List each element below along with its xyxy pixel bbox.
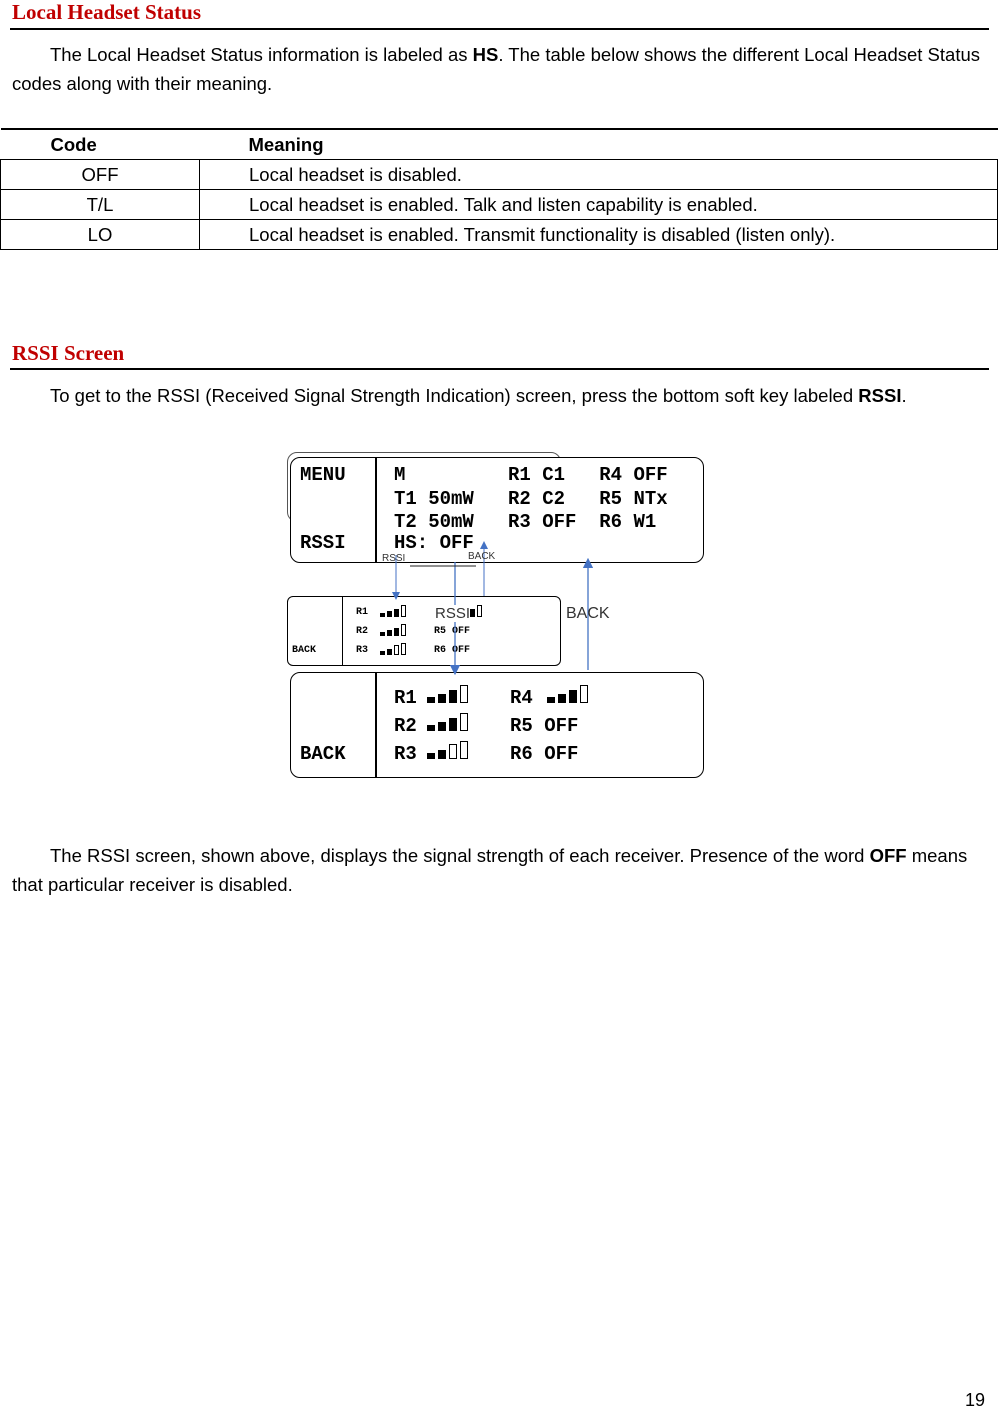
small-row-right: R6 OFF (434, 645, 471, 656)
signal-bar-empty (401, 605, 406, 617)
signal-bar-filled (547, 697, 555, 703)
main-lcd-screen (290, 457, 704, 563)
signal-bar-empty (477, 605, 482, 617)
softkey-divider (375, 673, 377, 777)
table-row (1, 220, 998, 250)
signal-bar-filled (427, 753, 435, 759)
outro-key: OFF (869, 845, 907, 866)
label-back-small: BACK (468, 551, 496, 562)
section-heading-rssi: RSSI Screen (12, 341, 125, 365)
signal-bar-filled (438, 694, 446, 703)
table-header-row (1, 129, 998, 160)
signal-bar-filled (380, 613, 385, 617)
signal-bar-filled (394, 628, 399, 636)
outro-text-post: means that particular receiver is disabled. (12, 845, 968, 895)
signal-bar-filled (387, 611, 392, 617)
signal-bar-empty (460, 741, 468, 759)
rssi-intro (12, 381, 987, 410)
rssi-row-left: R2 (394, 715, 417, 737)
signal-bar-filled (380, 632, 385, 636)
heading-rule (10, 28, 989, 30)
signal-bar-filled (387, 649, 392, 655)
softkey-rssi[interactable]: RSSI (300, 532, 346, 554)
signal-bar-filled (558, 694, 566, 703)
small-row-left: R2 (356, 626, 369, 637)
signal-bars-small (380, 607, 408, 617)
table-cell-code: LO (1, 220, 200, 250)
signal-bar-filled (427, 725, 435, 731)
signal-bar-empty (460, 685, 468, 703)
signal-bar-empty (449, 744, 457, 759)
signal-bar-filled (438, 722, 446, 731)
headset-codes-table (0, 128, 998, 250)
signal-bar-filled (449, 690, 457, 703)
intro-text: The Local Headset Status information is labeled as (50, 44, 473, 65)
col-header-meaning: Meaning (200, 129, 998, 160)
intro-code: HS (472, 44, 499, 65)
rssi-row-right: R4 (510, 687, 533, 709)
table-cell-meaning: Local headset is enabled. Talk and listen capability is enabled. (200, 190, 998, 220)
signal-bars-r1 (427, 687, 471, 703)
rssi-row-left: R3 (394, 743, 417, 765)
rssi-row-right: R5 OFF (510, 715, 579, 737)
heading-rule (10, 368, 989, 370)
softkey-menu[interactable]: MENU (300, 464, 346, 486)
table-row (1, 160, 998, 190)
signal-bar-empty (394, 645, 399, 655)
signal-bar-filled (438, 750, 446, 759)
headset-intro (12, 40, 987, 98)
signal-bar-empty (460, 713, 468, 731)
intro-key: RSSI (858, 385, 902, 406)
rssi-row-left: R1 (394, 687, 417, 709)
softkey-divider (375, 458, 377, 562)
small-row-left: R1 (356, 607, 369, 618)
intro-text-post: . The table below shows the different Local Headset Status codes along with their meaning. (12, 44, 981, 94)
rssi-lcd-screen (290, 672, 704, 778)
section-heading-headset: Local Headset Status (12, 0, 201, 24)
label-rssi: RSSI (435, 605, 471, 622)
softkey-back-small: BACK (292, 645, 317, 656)
small-rssi-screen (287, 596, 561, 666)
status-line-3: T2 50mW R3 OFF R6 W1 (394, 511, 657, 533)
signal-bar-empty (401, 643, 406, 655)
signal-bar-empty (401, 624, 406, 636)
signal-bar-filled (449, 718, 457, 731)
table-cell-meaning: Local headset is enabled. Transmit functionality is disabled (listen only). (200, 220, 998, 250)
signal-bars-r4 (547, 687, 591, 703)
page-number: 19 (964, 1390, 985, 1410)
softkey-divider (342, 597, 343, 665)
signal-bars-small (380, 645, 408, 655)
small-row-left: R3 (356, 645, 369, 656)
status-line-4: HS: OFF (394, 532, 474, 554)
intro-text: To get to the RSSI (Received Signal Strength Indication) screen, press the bottom soft key labeled (50, 385, 859, 406)
label-back: BACK (566, 605, 610, 622)
signal-bar-filled (427, 697, 435, 703)
table-cell-code: T/L (1, 190, 200, 220)
signal-bar-filled (470, 609, 475, 617)
signal-bars-r2 (427, 715, 471, 731)
rssi-row-right: R6 OFF (510, 743, 579, 765)
small-row-right: R5 OFF (434, 626, 471, 637)
signal-bar-filled (387, 630, 392, 636)
table-cell-meaning: Local headset is disabled. (200, 160, 998, 190)
label-rssi-small: RSSI (382, 553, 406, 564)
softkey-back[interactable]: BACK (300, 743, 346, 765)
table-row (1, 190, 998, 220)
signal-bar-filled (569, 690, 577, 703)
table-cell-code: OFF (1, 160, 200, 190)
signal-bars-small (380, 626, 408, 636)
intro-text-post: . (901, 385, 907, 406)
status-line-1: M R1 C1 R4 OFF (394, 464, 668, 486)
signal-bar-empty (580, 685, 588, 703)
signal-bar-filled (394, 609, 399, 617)
rssi-outro (12, 841, 987, 899)
col-header-code: Code (1, 129, 200, 160)
status-line-2: T1 50mW R2 C2 R5 NTx (394, 488, 668, 510)
outro-text: The RSSI screen, shown above, displays the signal strength of each receiver. Presence of the word (50, 845, 870, 866)
signal-bars-r3 (427, 743, 471, 759)
signal-bar-filled (380, 651, 385, 655)
